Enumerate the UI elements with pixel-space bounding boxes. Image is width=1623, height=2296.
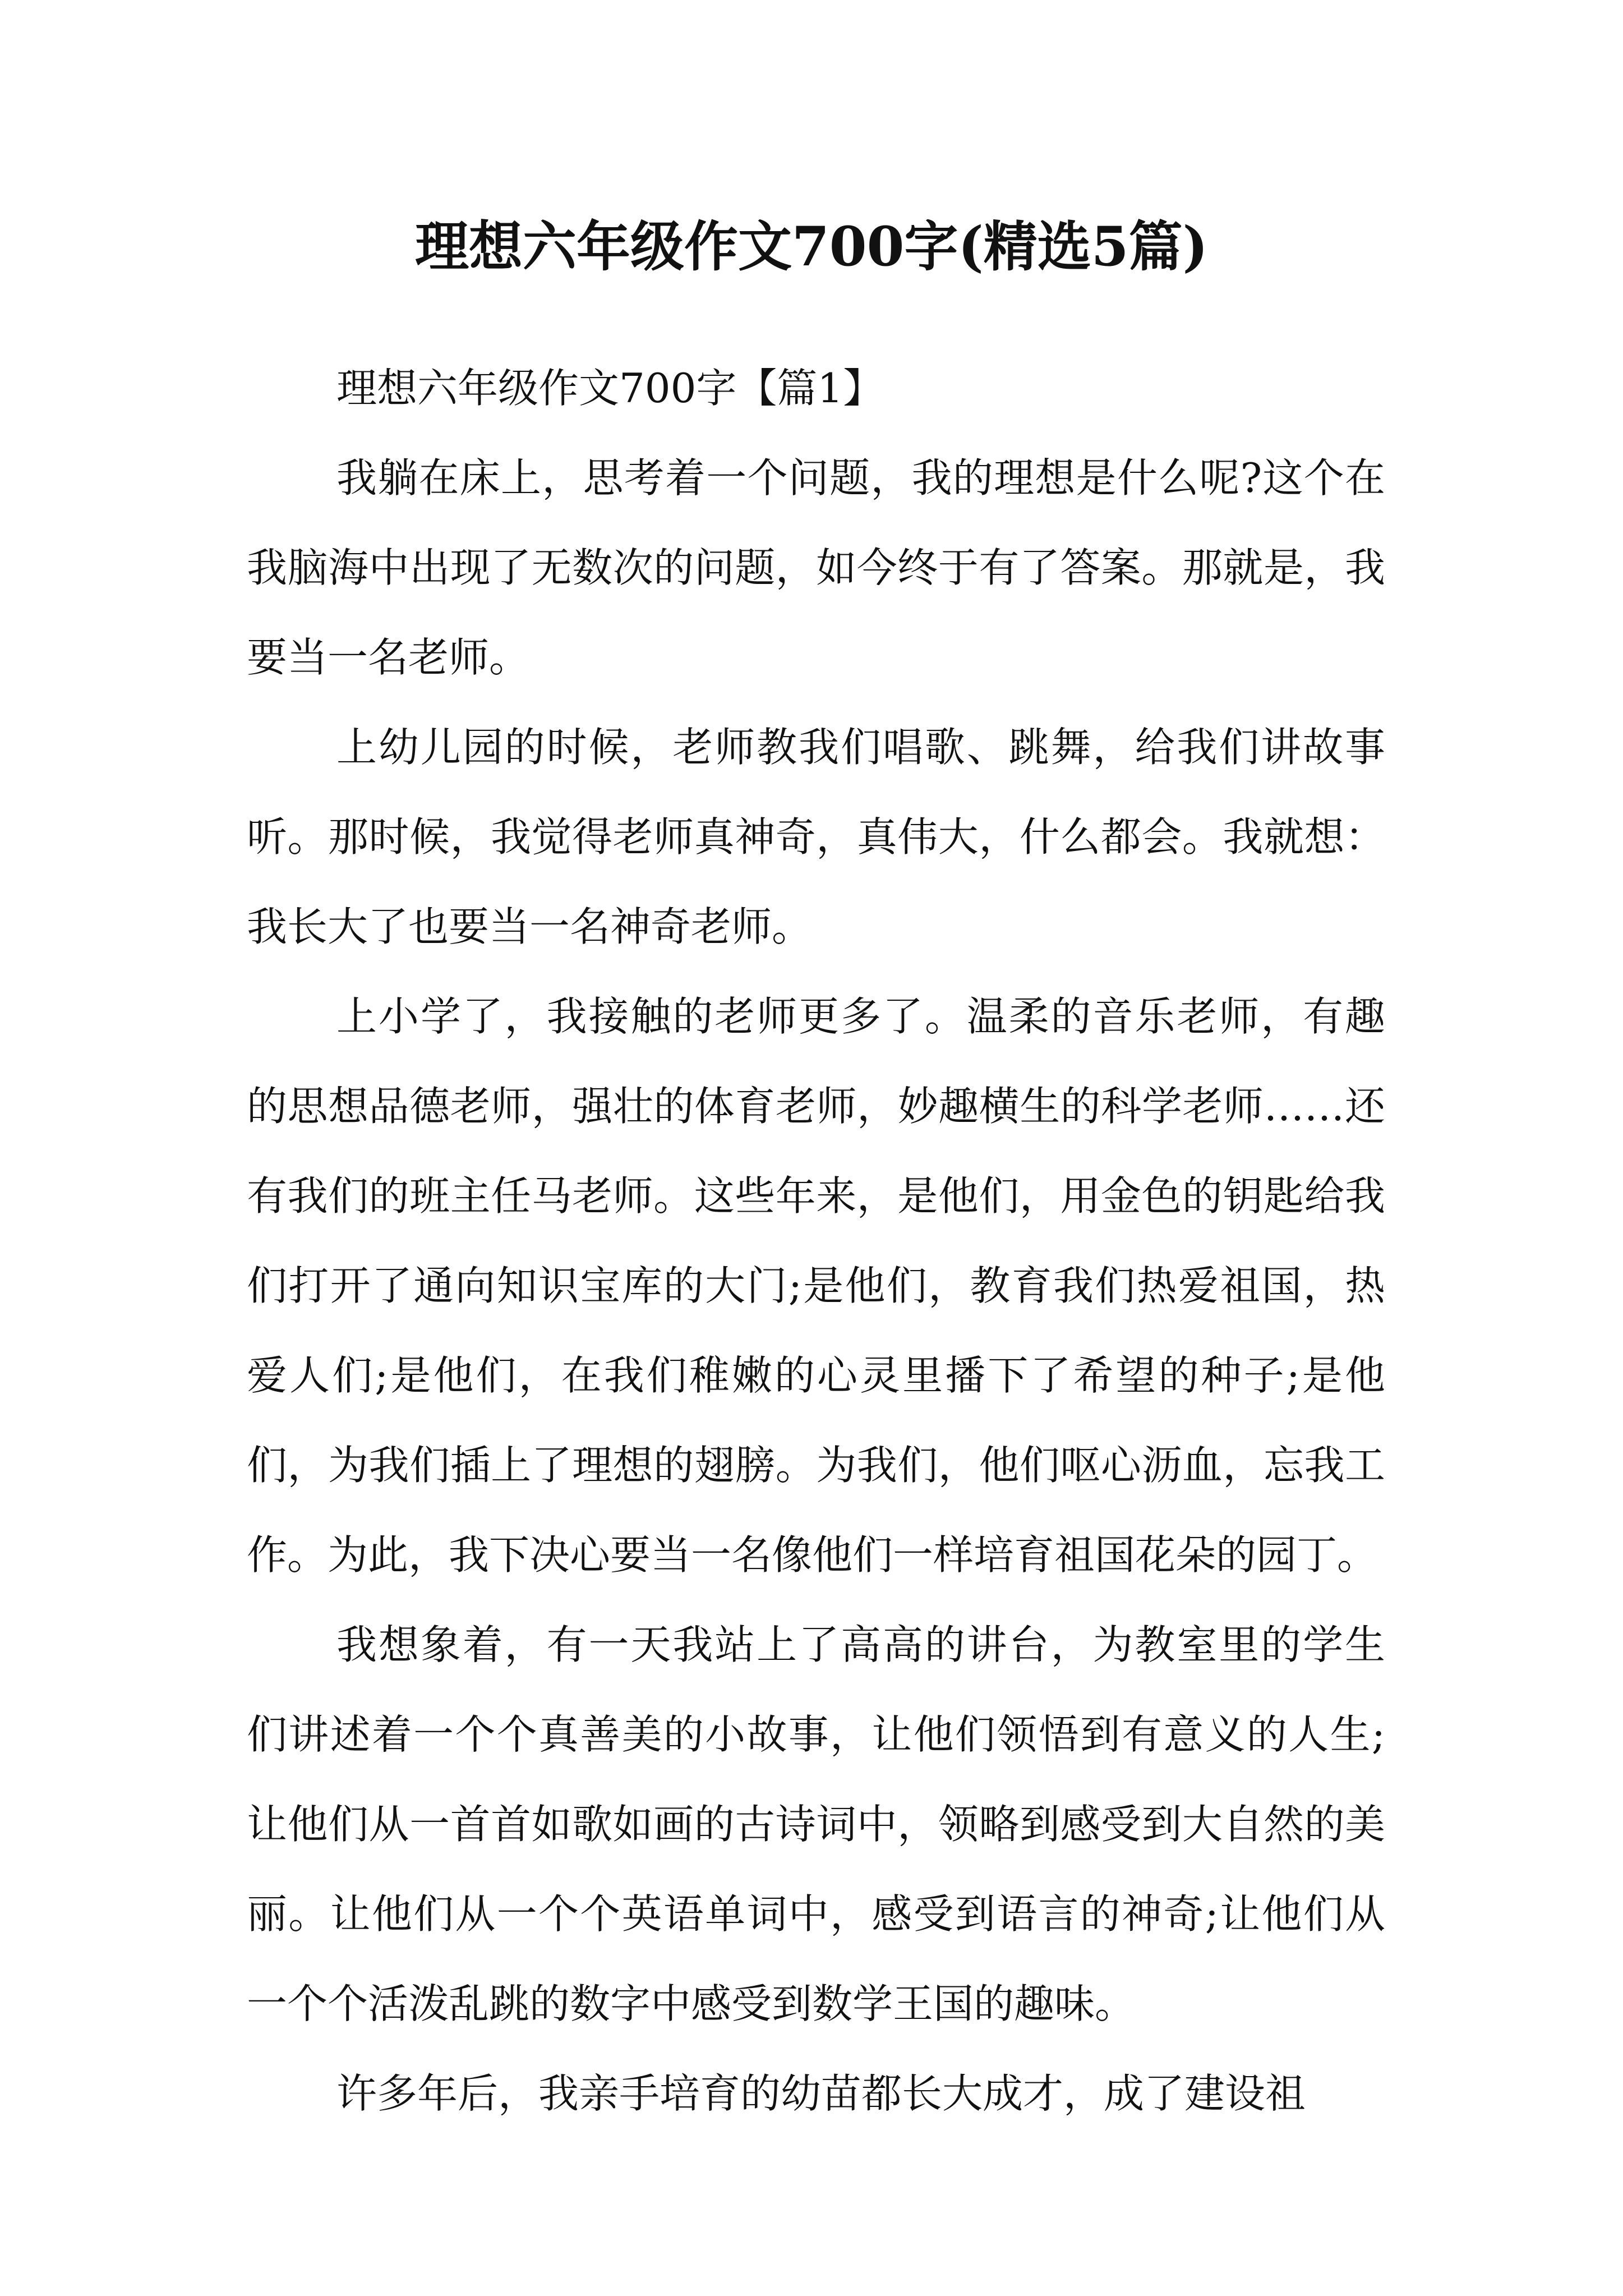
paragraph: 许多年后，我亲手培育的幼苗都长大成才，成了建设祖 (336, 2070, 1306, 2117)
paragraph: 上小学了，我接触的老师更多了。温柔的音乐老师，有趣的思想品德老师，强壮的体育老师，妙趣横生的科学老师……还有我们的班主任马老师。这些年来，是他们，用金色的钥匙给我们打开了通向知识宝库的大门;是他们，教育我们热爱祖国，热爱人们;是他们，在我们稚嫩的心灵里播下了希望的种子;是他们，为我们插上了理想的翅膀。为我们，他们呕心沥血，忘我工作。为此，我下决心要当一名像他们一样培育祖国花朵的园丁。 (247, 993, 1385, 1579)
paragraph: 上幼儿园的时候，老师教我们唱歌、跳舞，给我们讲故事听。那时候，我觉得老师真神奇，真伟大，什么都会。我就想：我长大了也要当一名神奇老师。 (247, 724, 1385, 950)
section-heading: 理想六年级作文700字【篇1】 (336, 365, 884, 412)
paragraph: 我躺在床上，思考着一个问题，我的理想是什么呢?这个在我脑海中出现了无数次的问题，如今终于有了答案。那就是，我要当一名老师。 (247, 454, 1385, 681)
document-body (247, 343, 1385, 2138)
paragraph: 我想象着，有一天我站上了高高的讲台，为教室里的学生们讲述着一个个真善美的小故事，让他们领悟到有意义的人生;让他们从一首首如歌如画的古诗词中，领略到感受到大自然的美丽。让他们从一个个英语单词中，感受到语言的神奇;让他们从一个个活泼乱跳的数字中感受到数学王国的趣味。 (247, 1621, 1385, 2027)
document-title: 理想六年级作文700字(精选5篇) (414, 215, 1209, 278)
